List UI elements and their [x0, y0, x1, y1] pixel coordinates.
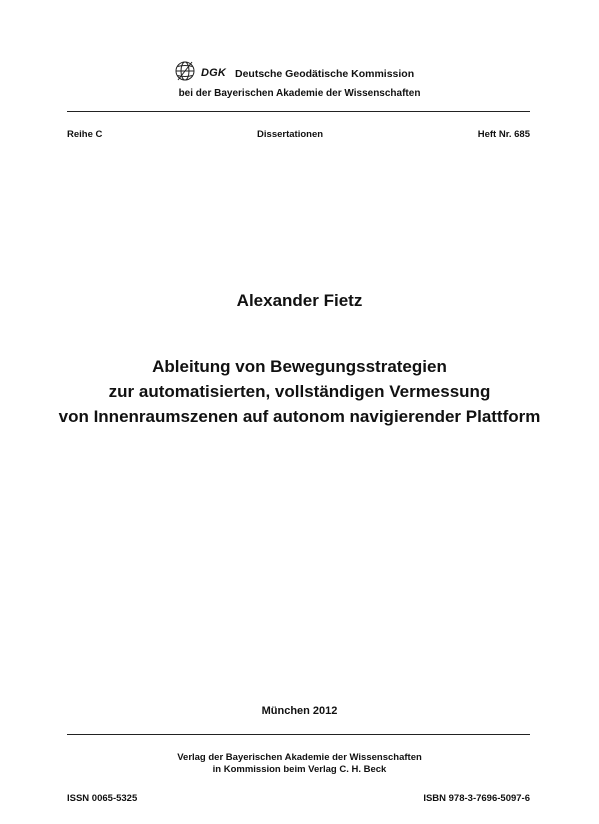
publisher-line-2: in Kommission beim Verlag C. H. Beck: [212, 764, 387, 775]
title-line-3: von Innenraumszenen auf autonom navigierender Plattform: [58, 407, 541, 426]
author-name: Alexander Fietz: [236, 291, 363, 310]
publisher-info: [0, 752, 599, 776]
header-divider: [67, 111, 530, 112]
issn: ISSN 0065-5325: [67, 793, 138, 804]
organization-affiliation: bei der Bayerischen Akademie der Wissenschaften: [178, 88, 421, 99]
issue-number: Heft Nr. 685: [477, 129, 530, 140]
isbn: ISBN 978-3-7696-5097-6: [423, 793, 530, 804]
series-info-row: [67, 129, 530, 140]
logo-abbreviation: DGK: [201, 67, 227, 79]
series-label: Reihe C: [67, 129, 103, 140]
title-line-1: Ableitung von Bewegungsstrategien: [152, 357, 447, 376]
organization-name: Deutsche Geodätische Kommission: [235, 68, 415, 80]
title-line-2: zur automatisierten, vollständigen Vermessung: [108, 382, 491, 401]
dgk-logo-icon: [174, 59, 198, 83]
publication-type: Dissertationen: [257, 129, 324, 140]
document-title: [0, 354, 599, 429]
place-and-year: München 2012: [261, 705, 338, 717]
footer-divider: [67, 734, 530, 735]
identifiers-row: [67, 793, 530, 804]
publisher-line-1: Verlag der Bayerischen Akademie der Wissenschaften: [177, 752, 422, 763]
